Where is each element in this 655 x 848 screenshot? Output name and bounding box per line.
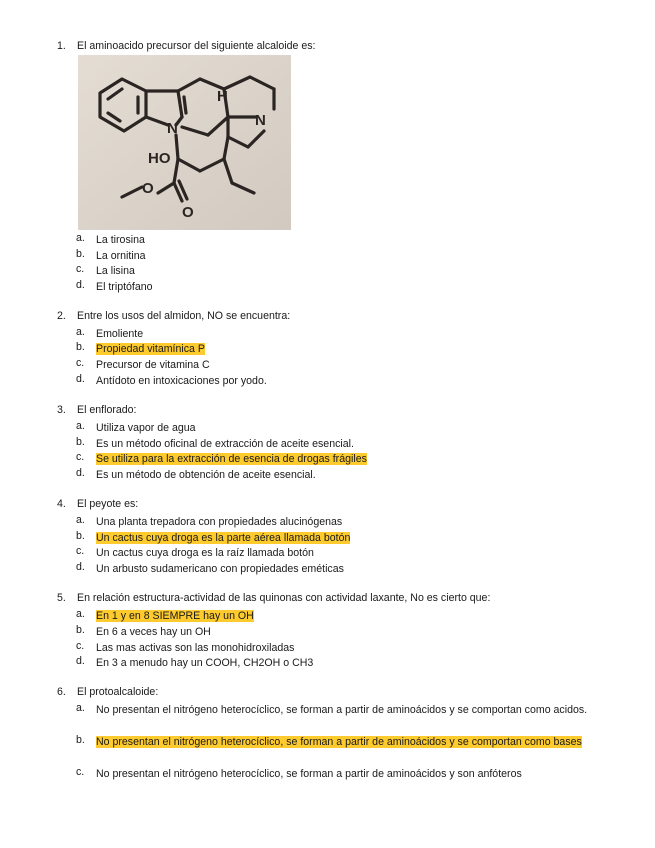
option-letter: a. <box>76 514 85 526</box>
question-number: 6. <box>57 686 66 698</box>
question-text: En relación estructura-actividad de las quinonas con actividad laxante, No es cierto que: <box>77 592 491 604</box>
option-letter: c. <box>76 451 85 463</box>
question-text: El enflorado: <box>77 404 137 416</box>
question-number: 3. <box>57 404 66 416</box>
answer-highlight: Se utiliza para la extracción de esencia de drogas frágiles <box>96 453 367 465</box>
option-letter: b. <box>76 248 85 260</box>
option-letter: c. <box>76 263 85 275</box>
option-letter: c. <box>76 545 85 557</box>
option-text <box>96 530 606 546</box>
option-text <box>96 341 606 357</box>
question-text: El protoalcaloide: <box>77 686 159 698</box>
option-letter: b. <box>76 624 85 636</box>
option-text: Utiliza vapor de agua <box>96 422 196 434</box>
atom-label-h: H <box>217 88 228 105</box>
option-text <box>96 608 606 624</box>
option-text <box>96 734 606 750</box>
option-letter: b. <box>76 341 85 353</box>
option-letter: b. <box>76 530 85 542</box>
option-text: No presentan el nitrógeno heterocíclico, se forman a partir de aminoácidos y se comportan como acidos. <box>96 704 588 716</box>
option-text: El triptófano <box>96 281 153 293</box>
option-letter: a. <box>76 702 85 714</box>
option-text: En 3 a menudo hay un COOH, CH2OH o CH3 <box>96 657 314 669</box>
option-text: Un arbusto sudamericano con propiedades eméticas <box>96 563 344 575</box>
option-letter: d. <box>76 561 85 573</box>
option-letter: b. <box>76 734 85 746</box>
option-text <box>96 451 606 467</box>
alkaloid-structure-drawing <box>78 55 291 230</box>
option-letter: d. <box>76 279 85 291</box>
option-text: Una planta trepadora con propiedades alucinógenas <box>96 516 343 528</box>
option-text: Precursor de vitamina C <box>96 359 210 371</box>
option-letter: d. <box>76 467 85 479</box>
option-text: La ornitina <box>96 250 146 262</box>
question-number: 4. <box>57 498 66 510</box>
option-letter: a. <box>76 608 85 620</box>
option-text: Emoliente <box>96 328 144 340</box>
option-text: No presentan el nitrógeno heterocíclico, se forman a partir de aminoácidos y son anfóteros <box>96 768 522 780</box>
atom-label-n-indole: N <box>167 120 178 137</box>
option-text: La tirosina <box>96 234 145 246</box>
answer-highlight: No presentan el nitrógeno heterocíclico, se forman a partir de aminoácidos y se comportan como bases <box>96 736 582 748</box>
option-letter: a. <box>76 420 85 432</box>
option-letter: b. <box>76 436 85 448</box>
answer-highlight: Un cactus cuya droga es la parte aérea llamada botón <box>96 532 351 544</box>
option-letter: c. <box>76 640 85 652</box>
option-text: Es un método de obtención de aceite esencial. <box>96 469 316 481</box>
atom-label-n-right: N <box>255 112 266 129</box>
question-number: 2. <box>57 310 66 322</box>
answer-highlight: Propiedad vitamínica P <box>96 343 205 355</box>
alkaloid-structure-image <box>78 55 291 230</box>
atom-label-o-carbonyl: O <box>182 204 194 221</box>
option-text: Un cactus cuya droga es la raíz llamada botón <box>96 547 314 559</box>
option-letter: c. <box>76 766 85 778</box>
question-text: Entre los usos del almidon, NO se encuentra: <box>77 310 291 322</box>
option-letter: a. <box>76 232 85 244</box>
option-letter: d. <box>76 655 85 667</box>
option-text: En 6 a veces hay un OH <box>96 626 211 638</box>
question-text: El peyote es: <box>77 498 139 510</box>
answer-highlight: En 1 y en 8 SIEMPRE hay un OH <box>96 610 254 622</box>
option-text: Antídoto en intoxicaciones por yodo. <box>96 375 267 387</box>
atom-label-ho: HO <box>148 150 171 167</box>
question-number: 5. <box>57 592 66 604</box>
option-letter: c. <box>76 357 85 369</box>
option-text: La lisina <box>96 265 135 277</box>
atom-label-o-ester: O <box>142 180 154 197</box>
option-text: Es un método oficinal de extracción de aceite esencial. <box>96 438 354 450</box>
option-text: Las mas activas son las monohidroxiladas <box>96 642 295 654</box>
question-number: 1. <box>57 40 66 52</box>
option-letter: a. <box>76 326 85 338</box>
question-text: El aminoacido precursor del siguiente alcaloide es: <box>77 40 316 52</box>
option-letter: d. <box>76 373 85 385</box>
